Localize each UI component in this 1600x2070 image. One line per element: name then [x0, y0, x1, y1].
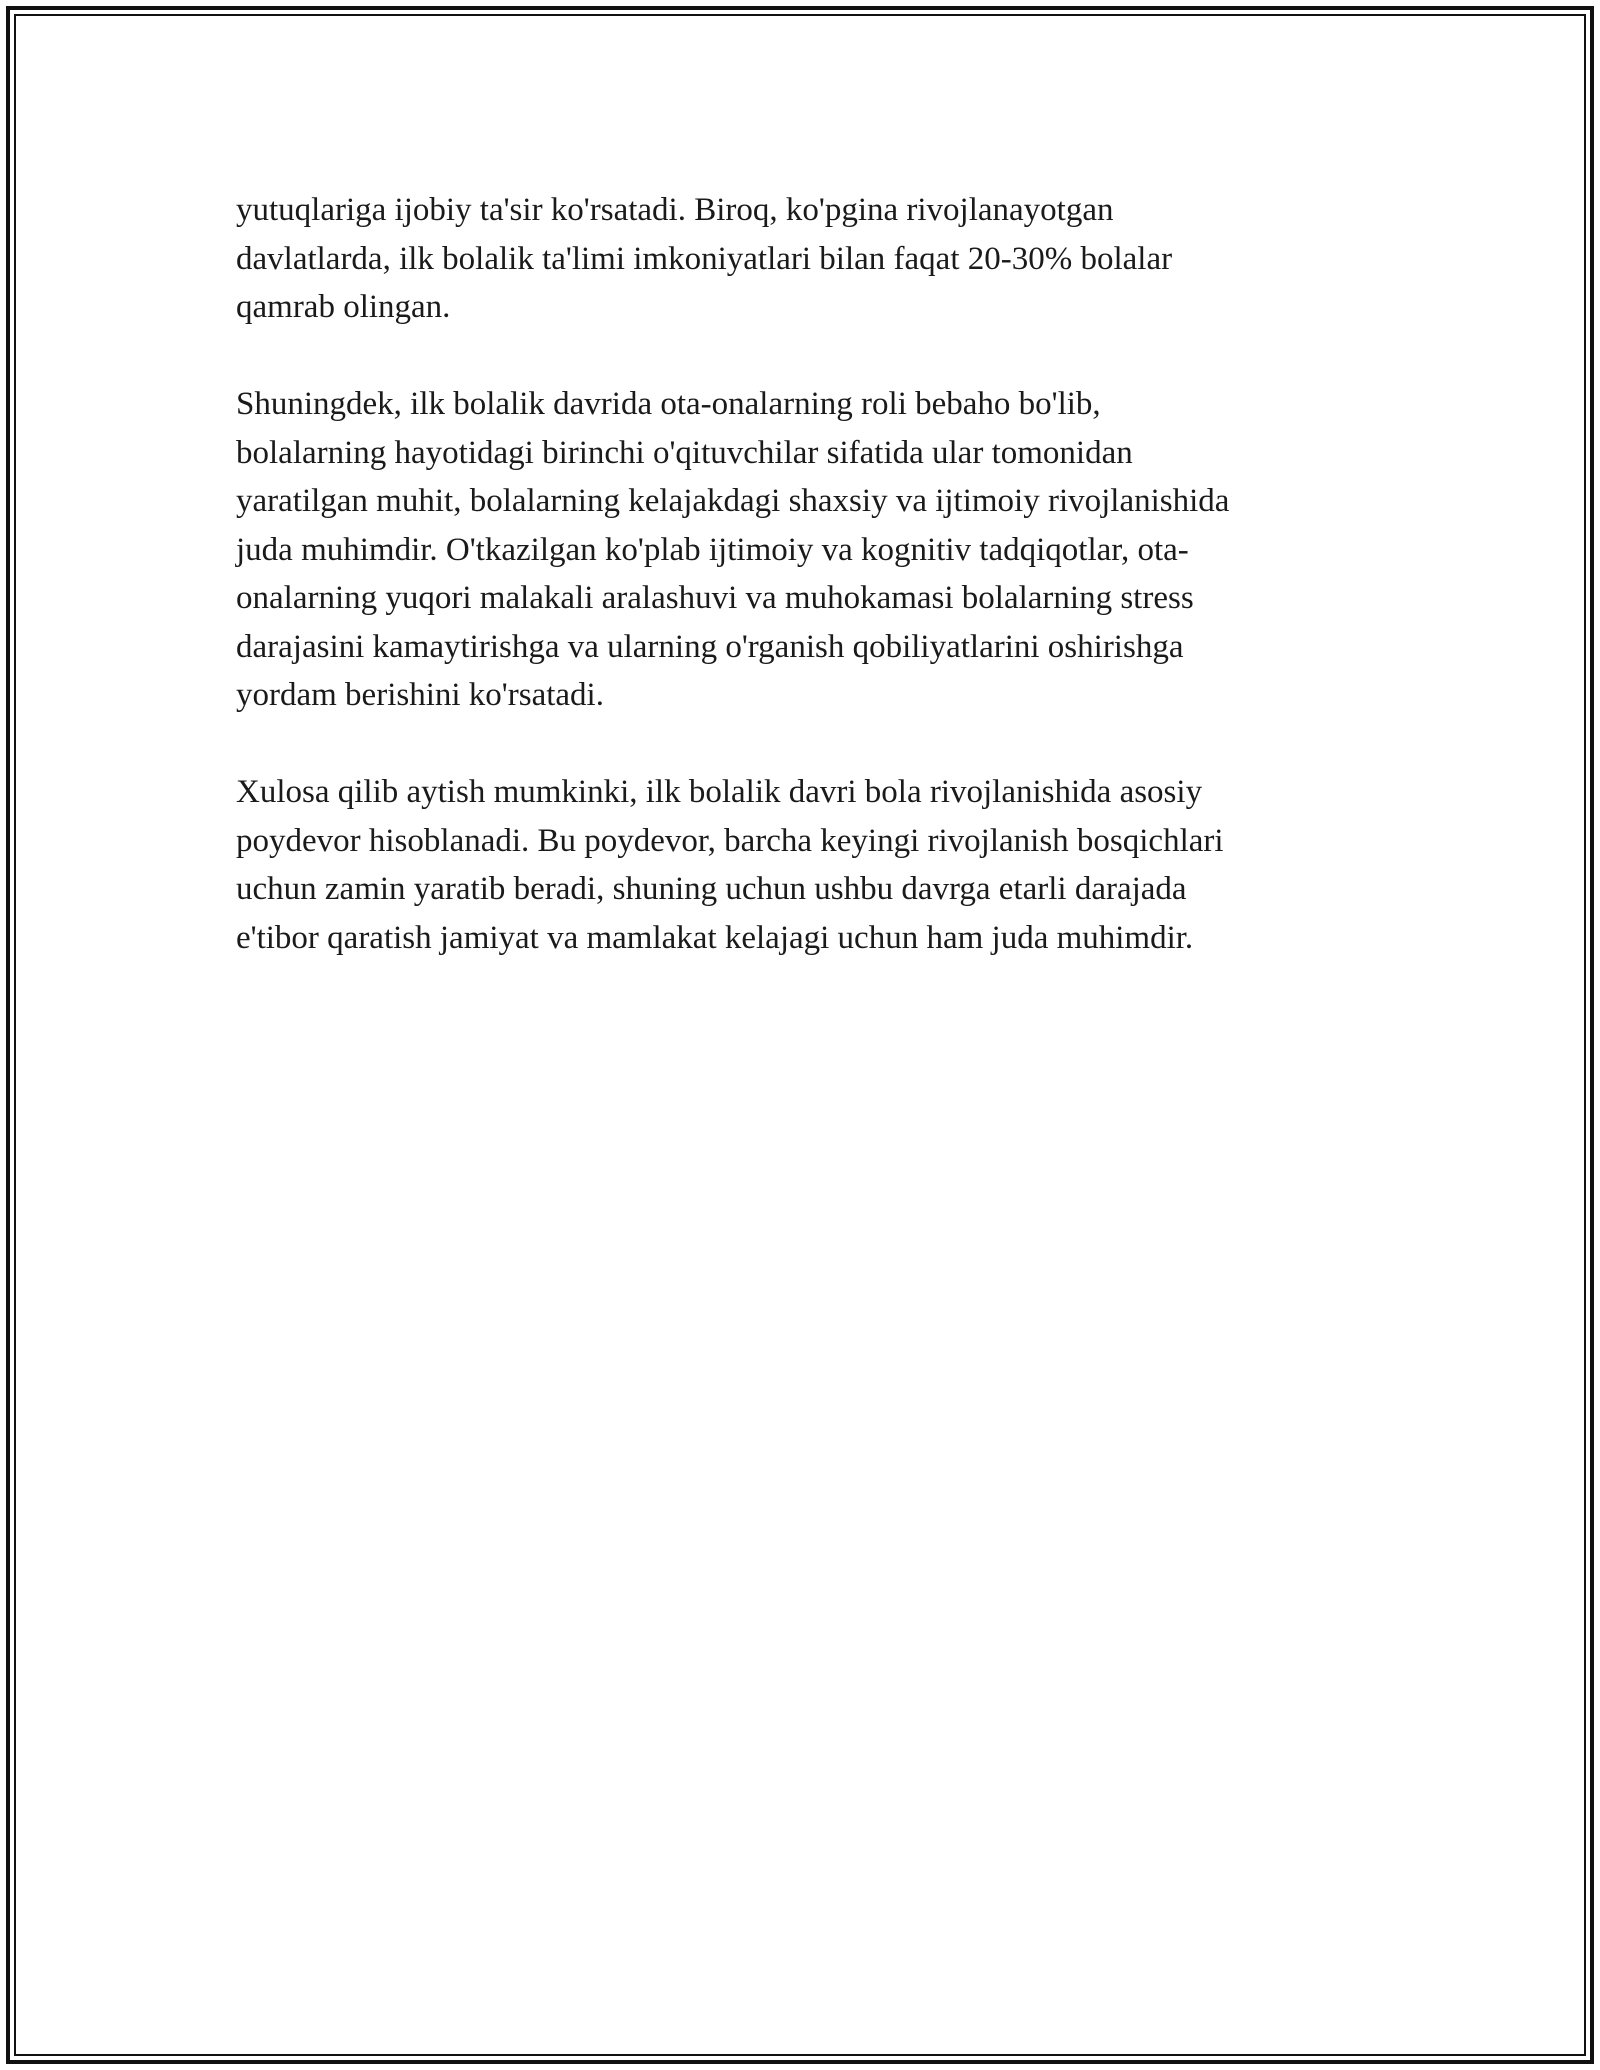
text-line: onalarning yuqori malakali aralashuvi va muhokamasi bolalarning stress [236, 580, 1194, 616]
text-line: Xulosa qilib aytish mumkinki, ilk bolalik davri bola rivojlanishida asosiy [236, 774, 1203, 810]
text-line: yutuqlariga ijobiy ta'sir ko'rsatadi. Biroq, ko'pgina rivojlanayotgan [236, 192, 1114, 228]
paragraph-3 [236, 768, 1356, 962]
text-line: juda muhimdir. O'tkazilgan ko'plab ijtimoiy va kognitiv tadqiqotlar, ota- [236, 531, 1189, 568]
text-line: Shuningdek, ilk bolalik davrida ota-onalarning roli bebaho bo'lib, [236, 386, 1101, 422]
document-body [236, 186, 1356, 1011]
text-line: yordam berishini ko'rsatadi. [236, 677, 604, 713]
paragraph-1 [236, 186, 1356, 332]
text-line: darajasini kamaytirishga va ularning o'rganish qobiliyatlarini oshirishga [236, 628, 1184, 665]
text-line: bolalarning hayotidagi birinchi o'qituvchilar sifatida ular tomonidan [236, 434, 1133, 471]
text-line: yaratilgan muhit, bolalarning kelajakdagi shaxsiy va ijtimoiy rivojlanishida [236, 483, 1230, 519]
text-line: e'tibor qaratish jamiyat va mamlakat kelajagi uchun ham juda muhimdir. [236, 919, 1194, 956]
paragraph-2 [236, 380, 1356, 720]
text-line: uchun zamin yaratib beradi, shuning uchun ushbu davrga etarli darajada [236, 871, 1187, 907]
text-line: poydevor hisoblanadi. Bu poydevor, barcha keyingi rivojlanish bosqichlari [236, 822, 1224, 859]
text-line: davlatlarda, ilk bolalik ta'limi imkoniyatlari bilan faqat 20-30% bolalar [236, 240, 1173, 277]
text-line: qamrab olingan. [236, 289, 451, 325]
